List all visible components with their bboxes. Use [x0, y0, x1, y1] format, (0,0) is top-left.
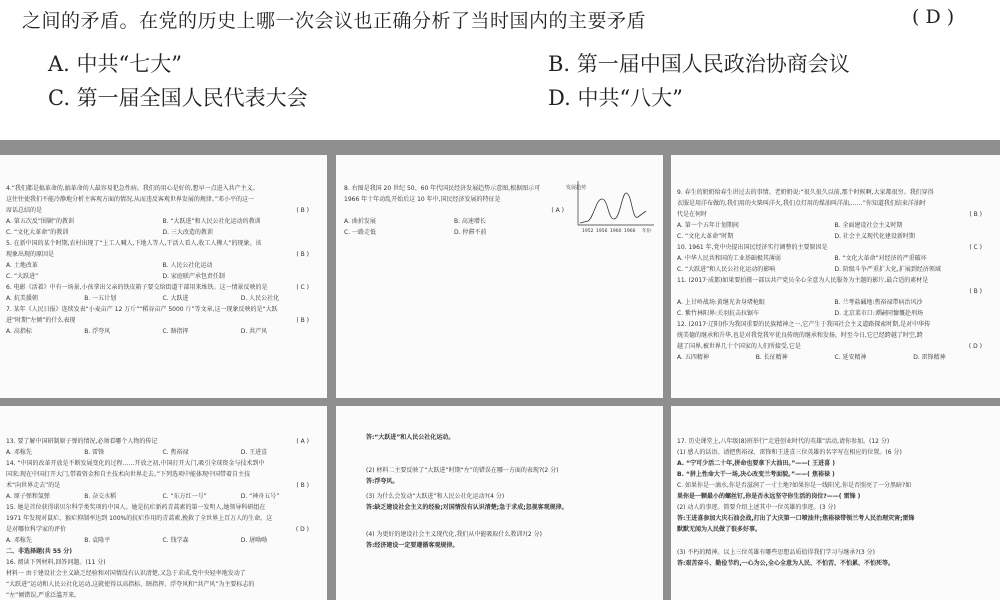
option: D. 家庭联产承包责任制 — [162, 273, 225, 280]
text-line: (2) 动人的事迹。简要介绍上述其中一位英雄的事迹。(3 分) — [677, 504, 836, 511]
page-panel-1 — [0, 155, 327, 398]
option: C. 一路走低 — [344, 229, 377, 236]
page-panel-2 — [336, 155, 663, 398]
text-line: 11. (2017·成都)如果要拍摄一部以共产党员全心全意为人民服务为主题的影片,最合适的素材是 — [677, 277, 929, 284]
text-line: 12. (2017·辽阳)作为我国重要的民族精神之一,它产生于我国社会主义道路探索时期,是对中华传 — [677, 321, 931, 328]
option: A. 第一个五年计划期间 — [677, 222, 739, 229]
answer-text: 默默无闻为人民做了很多好事。 — [677, 526, 762, 533]
text-line: 14. “中国的改革开放是不断发展变化的过程……开放之初,中国打开大门,吸引全球资金与技术到中 — [6, 460, 265, 467]
option: B. “文化大革命”对经济的严重破坏 — [834, 255, 927, 262]
option: A. 邓稼先 — [6, 449, 32, 456]
text-line: “大跃进”运动和人民公社化运动,这就使得以高指标、瞎指挥、浮夸风和“共产风”为主要标志的 — [6, 581, 255, 588]
text-line: 1966 年十年动乱开始后这 10 年中,国民经济发展的特征是 — [344, 196, 501, 203]
answer-text: 答:王进喜参加大庆石油会战,打出了大庆第一口喷油井;焦裕禄带领兰考人民治理灾害;雷锋 — [677, 515, 915, 522]
text-line: (1) 感人的话语。请把焦裕禄、雷锋和王进喜三位英雄的名字写在相应的位置。(6 分) — [677, 449, 902, 456]
chart-ylabel: 发展趋势 — [566, 185, 587, 191]
option: D. 共产风 — [240, 328, 268, 335]
trend-chart — [566, 177, 661, 237]
option: D. 三大改造的教训 — [162, 229, 213, 236]
option: B. 袁隆平 — [84, 537, 111, 544]
answer: ( B ) — [969, 288, 982, 295]
text-line: C. 如果你是一滴水,你是否滋润了一寸土地?如果你是一线阳光,你是否照亮了一分黑暗?如 — [677, 482, 912, 489]
text-line: 10. 1961 年,党中央提出国民经济实行调整的主要原因是 ( C ) — [677, 244, 982, 251]
page-panel-5 — [336, 406, 663, 600]
option: A. 上甘岭战场:黄继光舍身堵枪眼 — [677, 299, 765, 306]
text-line: 是对哪位科学家的评价 ( D ) — [6, 526, 309, 533]
option: B. 浮夸风 — [84, 328, 111, 335]
option: C. 钱学森 — [162, 537, 189, 544]
option: B. 高速增长 — [454, 218, 486, 225]
text-line: 15. 她是首位获得诺贝尔科学类奖项的中国人。她是抗疟新药青蒿素的第一发明人,她领导科研组在 — [6, 504, 266, 511]
section-heading: 二、非选择题(共 55 分) — [6, 548, 73, 555]
text-line: 统美德的继承和升华,也是对我党我军优良传统的继承和发扬。时至今日,它已经跨越了时空,跨 — [677, 332, 923, 339]
option: B. “大跃进”和人民公社化运动的教训 — [162, 218, 261, 225]
option: C. “东方红一号” — [162, 493, 207, 500]
page-panel-3 — [671, 155, 1000, 398]
option: D. 北京菜市口:谭嗣同慷慨赴刑场 — [834, 310, 923, 317]
option: C. 延安精神 — [834, 354, 867, 361]
option: A. 土地改革 — [6, 262, 38, 269]
page-panel-4 — [0, 406, 327, 600]
text-line: 国来;现在中国打开大门,带着资金和自主技术向世界走去。”下列选项中能体现中国带着自主技 — [6, 471, 251, 478]
text-line: 8. 右图是我国 20 世纪 50、60 年代国民经济发展趋势示意图,根据图示可 — [344, 185, 541, 192]
chart-xtick: 1966 — [624, 229, 636, 234]
answer: ( A ) — [551, 207, 564, 214]
text-line: 9. 春生的奶奶给春生讲过去的事情。老奶奶说:“很久很久以前,那个时候啊,大家都很穷。我们穿得 — [677, 189, 934, 196]
text-line: 进”时期“左倾”的什么表现 ( B ) — [6, 317, 309, 324]
option: B. 全面建设社会主义时期 — [834, 222, 903, 229]
text-line: 材料一 由于建设社会主义缺乏经验和对国情没有认识清楚,又急于求成,党中央轻率地发动了 — [6, 570, 246, 577]
text-line: 现象出现的原因是 ( B ) — [6, 251, 309, 258]
option: B. 长征精神 — [755, 354, 788, 361]
option: A. 邓稼先 — [6, 537, 32, 544]
text-line: 这往往使我们不能冷静地分析主客观方面的情况,从而违反客观世界发展的规律。”邓小平的这一 — [6, 196, 255, 203]
answer-text: 答:经济建设一定要遵循客观规律。 — [366, 542, 459, 549]
question-header — [0, 0, 1000, 140]
option: D. 王进喜 — [240, 449, 268, 456]
text-line: 1971 年发现对鼠疟、猴疟抑制率达到 100%的抗疟作用的青蒿素,挽救了全世界上百万人的生命。这 — [6, 515, 273, 522]
option: A. 曲折发展 — [344, 218, 376, 225]
chart-xtick: 1952 — [582, 229, 594, 234]
option: C. “文化大革命”时期 — [677, 233, 734, 240]
option: B. 兰考盐碱地:焦裕禄带病治风沙 — [834, 299, 923, 306]
option: B. 人民公社化运动 — [162, 262, 213, 269]
text-line: 越了国界,被世界几十个国家的人们所接受,它是 ( D ) — [677, 343, 982, 350]
option: D. 屠呦呦 — [240, 537, 268, 544]
text-line: 5. 在新中国的某个时期,农村出现了“上工人喊人,下地人等人,干活人看人,收工人撵人”的现象。该 — [6, 240, 262, 247]
text-line: 16. 阅读下列材料,回答问题。(11 分) — [6, 559, 106, 566]
text-line: 席话总结的是 ( B ) — [6, 207, 309, 214]
text-line: (2) 材料二主要反映了“大跃进”时期“左”的错误在哪一方面的表现?(2 分) — [366, 467, 559, 474]
chart-xtick: 1956 — [596, 229, 608, 234]
text-line: 术“向世界走去”的是 ( B ) — [6, 482, 309, 489]
option: C. “大跃进” — [6, 273, 39, 280]
page-panel-6 — [671, 406, 1000, 600]
text-line: 6. 电影《活着》中有一场景,小孩拿出父亲的铁皮箱子要交给街道干部用来炼铁。这一情景反映的是 ( C ) — [6, 284, 309, 291]
text-line: (4) 为更好的建设社会主义现代化,我们从中能吸取什么教训?(2 分) — [366, 531, 542, 538]
chart-trend-line — [580, 193, 646, 223]
text-line: A. “宁可少活二十年,拼命也要拿下大油田。”——( 王进喜 ) — [677, 460, 835, 467]
text-line: 果你是一颗最小的螺丝钉,你是否永远坚守你生活的岗位?——( 雷锋 ) — [677, 493, 861, 500]
option: D. 停滞不前 — [454, 229, 487, 236]
option: A. 原子弹和氢弹 — [6, 493, 50, 500]
answer-text: 答:浮夸风。 — [366, 478, 399, 485]
option: C. 瞎指挥 — [162, 328, 189, 335]
question-stem: 之间的矛盾。在党的历史上哪一次会议也正确分析了当时国内的主要矛盾 — [22, 10, 647, 32]
option-d: D. 中共“八大” — [548, 86, 683, 110]
option: C. 大跃进 — [162, 295, 189, 302]
option: B. 雷锋 — [84, 449, 105, 456]
option: A. 五四精神 — [677, 354, 709, 361]
option: C. “大跃进”和人民公社化运动的影响 — [677, 266, 776, 273]
option: D. 人民公社化 — [240, 295, 280, 302]
option: B. 杂交水稻 — [84, 493, 117, 500]
option: D. 雷锋精神 — [913, 354, 946, 361]
text-line: 代是在何时 ( B ) — [677, 211, 982, 218]
option: A. 第五次反“围剿”的教训 — [6, 218, 75, 225]
text-line: 17. 历史课堂上,八年级(8)班举行“走进创业时代的英雄”活动,请你参加。(12 分) — [677, 438, 890, 445]
text-line: 7. 某年《人民日报》连续发表“小麦亩产 12 万斤”“稻谷亩产 5000 斤”等文章,这一现象反映的是“大跃 — [6, 306, 278, 313]
text-line: 13. 要了解中国研制原子弹的情况,必须看哪个人物的传记 ( A ) — [6, 438, 309, 445]
text-line: “左”倾错误,严重泛滥开来。 — [6, 592, 81, 599]
option: C. 紫竹林阳界:关羽抗击拉锯车 — [677, 310, 760, 317]
option-a: A. 中共“七大” — [48, 52, 182, 76]
option-b: B. 第一届中国人民政治协商会议 — [548, 52, 850, 76]
option: A. 抗美援朝 — [6, 295, 38, 302]
option: D. “神舟五号” — [240, 493, 280, 500]
answer-text: 答:缺乏建设社会主义的经验;对国情没有认识清楚;急于求成;忽视客观规律。 — [366, 504, 568, 511]
chart-xtick: 1960 — [610, 229, 622, 234]
option-c: C. 第一届全国人民代表大会 — [48, 86, 308, 110]
text-line: 衣服是用洋布做的,我们用的火柴叫洋火,我们点灯用的煤油叫洋油,……”你知道我们结束洋油时 — [677, 200, 926, 207]
option: D. 社会主义现代化建设新时期 — [834, 233, 915, 240]
option: B. 一五计划 — [84, 295, 117, 302]
option: D. 阶级斗争严重扩大化,扩展到经济领域 — [834, 266, 941, 273]
option: A. 高指标 — [6, 328, 32, 335]
text-line: (3) 为什么会发动“大跃进”和人民公社化运动?(4 分) — [366, 493, 505, 500]
answer-text: 答:艰苦奋斗、勤俭节约,一心为公,全心全意为人民、不怕苦、不怕累、不怕死等。 — [677, 560, 894, 567]
option: A. 中华人民共和国的工业基础极其薄弱 — [677, 255, 781, 262]
option: C. “文化大革命”的教训 — [6, 229, 69, 236]
question-answer: ( D ) — [912, 6, 955, 28]
text-line: (3) 不朽的精神。以上三位英雄有哪些思想品质值得我们学习与继承?(3 分) — [677, 549, 875, 556]
chart-xlabel: 年份 — [642, 229, 651, 234]
option: C. 焦裕禄 — [162, 449, 189, 456]
text-line: 4.“我们都是搞革命的,搞革命的人最容易犯急性病。我们的用心是好的,想早一点进入共产主义。 — [6, 185, 259, 192]
text-line: B. “拼上性命大干一场,决心改变兰考面貌。”——( 焦裕禄 ) — [677, 471, 835, 478]
answer-text: 答:“大跃进”和人民公社化运动。 — [366, 434, 455, 441]
